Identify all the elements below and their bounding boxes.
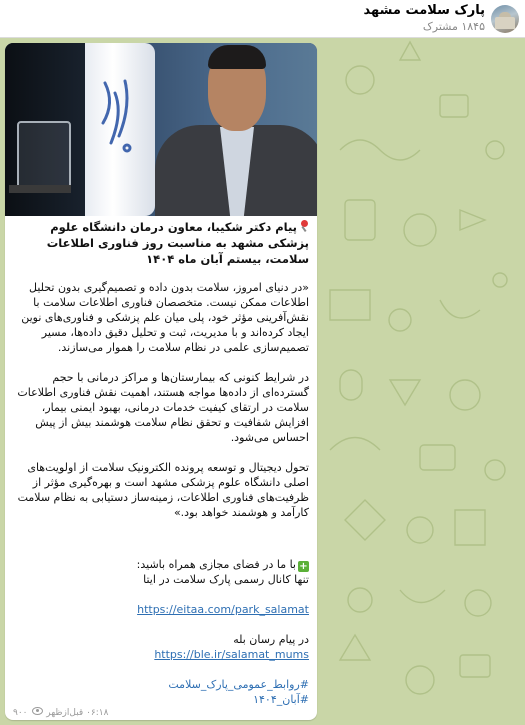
channel-header[interactable] xyxy=(0,0,525,38)
post-caption xyxy=(5,216,317,707)
university-emblem-icon xyxy=(97,73,137,163)
hashtag-aban[interactable]: #آبان_۱۴۰۴ xyxy=(253,693,309,706)
official-channel-note: تنها کانال رسمی پارک سلامت در ایتا xyxy=(143,573,309,586)
post-meta xyxy=(13,707,108,718)
hashtag-public-relations[interactable]: #روابط_عمومی_پارک_سلامت xyxy=(168,678,309,691)
pushpin-icon xyxy=(299,220,309,232)
bale-link[interactable]: https://ble.ir/salamat_mums xyxy=(154,648,309,661)
subscriber-count: ۱۸۴۵ مشترک xyxy=(422,20,485,33)
eitaa-link[interactable]: https://eitaa.com/park_salamat xyxy=(137,603,309,616)
channel-title: پارک سلامت مشهد xyxy=(363,3,485,18)
follow-us-line: +با ما در فضای مجازی همراه باشید: xyxy=(136,558,308,572)
views-eye-icon xyxy=(32,707,43,715)
post-headline: پیام دکتر شکیبا، معاون درمان دانشگاه علوم پزشکی مشهد به مناسبت روز فناوری اطلاعات سلامت، بیستم آبان ماه ۱۴۰۴ xyxy=(46,220,309,266)
post-paragraph-2: در شرایط کنونی که بیمارستان‌ها و مراکز درمانی با حجم گسترده‌ای از داده‌ها مواجه هستند، اهمیت نقش فناوری اطلاعات سلامت در ارتقای کیفیت خدمات درمانی، بهبود ایمنی بیمار، افزایش شفافیت و تحقق نظام سلامت هوشمند بیش از پیش احساس می‌شود. xyxy=(17,371,309,444)
post-paragraph-1: «در دنیای امروز، سلامت بدون داده و تصمیم‌گیری بدون تحلیل اطلاعات ممکن نیست. متخصصان فناوری اطلاعات سلامت با نقش‌آفرینی مؤثر خود، پلی میان علم پزشکی و فناوری‌های نوین ایجاد کرده‌اند و با مدیریت، ثبت و تحلیل دقیق داده‌ها، مسیر تصمیم‌سازی علمی در نظام سلامت را هموار می‌سازند. xyxy=(21,281,309,354)
view-count: ۹۰۰ xyxy=(13,708,28,718)
post-time: ۰۶:۱۸ قبل‌ازظهر xyxy=(46,708,109,718)
post-paragraph-3: تحول دیجیتال و توسعه پرونده الکترونیک سلامت از اولویت‌های اصلی دانشگاه علوم پزشکی مشهد است و بهره‌گیری مؤثر از ظرفیت‌های فناوری اطلاعات، زمینه‌ساز دستیابی به نظام سلامت کارآمد و هوشمند خواهد بود.» xyxy=(17,461,309,519)
channel-post xyxy=(5,43,317,720)
check-mark-icon: + xyxy=(299,561,308,572)
post-photo[interactable] xyxy=(5,43,317,216)
channel-avatar[interactable] xyxy=(491,5,519,33)
bale-label: در پیام رسان بله xyxy=(233,633,309,646)
